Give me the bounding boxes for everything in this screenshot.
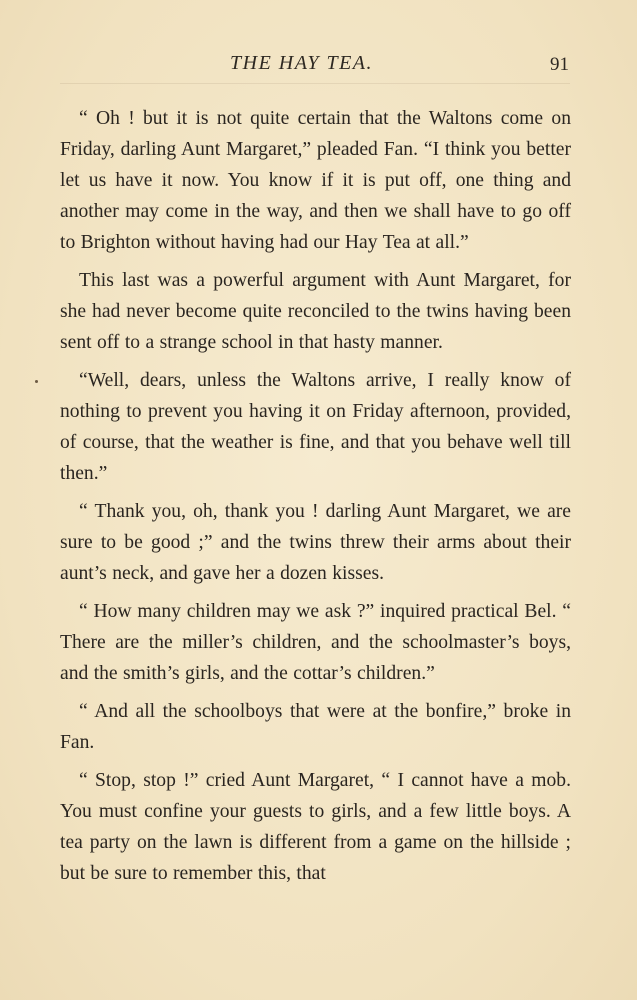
- paragraph: “Well, dears, unless the Waltons arrive, I really know of nothing to prevent you having it on Friday afternoon, provided, of course, that the weather is fine, and that you behave well till then.”: [60, 370, 571, 484]
- header-divider: [60, 83, 570, 84]
- paper-speck: [35, 380, 38, 383]
- paragraph: This last was a powerful argument with Aunt Margaret, for she had never become quite reconciled to the twins having been sent off to a strange school in that hasty manner.: [60, 270, 571, 353]
- paragraph: “ How many children may we ask ?” inquired practical Bel. “ There are the miller’s children, and the schoolmaster’s boys, and the smith’s girls, and the cottar’s children.”: [60, 601, 571, 684]
- running-title: THE HAY TEA.: [230, 52, 374, 74]
- body-text: [60, 103, 571, 896]
- paragraph: “ Oh ! but it is not quite certain that the Waltons come on Friday, darling Aunt Margaret,” pleaded Fan. “I think you better let us have it now. You know if it is put off, one thing and another may come in the way, and then we shall have to go off to Brighton without having had our Hay Tea at all.”: [60, 108, 571, 253]
- running-head: [0, 52, 637, 82]
- page-number: 91: [550, 54, 569, 75]
- paragraph: “ Stop, stop !” cried Aunt Margaret, “ I cannot have a mob. You must confine your guests to girls, and a few little boys. A tea party on the lawn is different from a game on the hillside ; but be sure to remember this, that: [60, 770, 571, 884]
- paragraph: “ Thank you, oh, thank you ! darling Aunt Margaret, we are sure to be good ;” and the twins threw their arms about their aunt’s neck, and gave her a dozen kisses.: [60, 501, 571, 584]
- paragraph: “ And all the schoolboys that were at the bonfire,” broke in Fan.: [60, 701, 571, 753]
